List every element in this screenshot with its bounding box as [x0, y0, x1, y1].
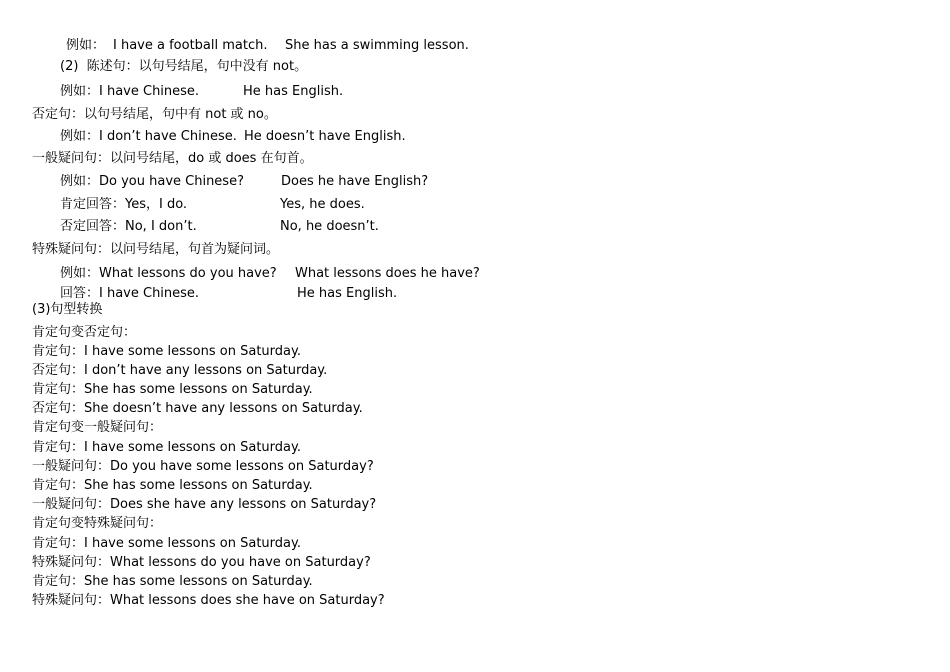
text-segment: Yes, he does.	[280, 197, 365, 212]
text-segment: No, he doesn’t.	[280, 219, 379, 234]
text-segment: (2) 陈述句：以句号结尾，句中没有 not。	[60, 59, 308, 74]
text-segment: 肯定句：I have some lessons on Saturday.	[32, 344, 301, 359]
text-segment: What lessons does he have?	[295, 266, 480, 281]
text-segment: 肯定句变否定句：	[32, 325, 137, 340]
text-segment: 回答：I have Chinese.	[60, 286, 200, 301]
text-segment: 一般疑问句：Do you have some lessons on Saturday?	[32, 459, 374, 474]
text-segment: 特殊疑问句：What lessons does she have on Saturday?	[32, 593, 385, 608]
text-segment: 例如：I have Chinese.	[60, 84, 200, 99]
text-segment: 肯定句：She has some lessons on Saturday.	[32, 382, 313, 397]
text-segment: (3)句型转换	[32, 302, 103, 317]
text-segment: Does he have English?	[281, 174, 429, 189]
text-segment: 特殊疑问句：What lessons do you have on Saturday?	[32, 555, 371, 570]
text-segment: 特殊疑问句：以问号结尾，句首为疑问词。	[32, 242, 280, 257]
text-segment: 肯定句变特殊疑问句：	[32, 516, 163, 531]
text-segment: 否定句：She doesn’t have any lessons on Saturday.	[32, 401, 363, 416]
text-segment: 一般疑问句：以问号结尾，do 或 does 在句首。	[32, 151, 313, 166]
text-segment: 肯定句：She has some lessons on Saturday.	[32, 574, 313, 589]
text-segment: 肯定句：I have some lessons on Saturday.	[32, 536, 301, 551]
text-segment: 一般疑问句：Does she have any lessons on Saturday?	[32, 497, 377, 512]
text-segment: 否定句：I don’t have any lessons on Saturday.	[32, 363, 328, 378]
text-segment: He doesn’t have English.	[244, 129, 406, 144]
text-segment: 肯定句变一般疑问句：	[32, 420, 163, 435]
text-segment: 例如：What lessons do you have?	[60, 266, 277, 281]
text-segment: She has a swimming lesson.	[285, 38, 469, 53]
text-segment: 否定回答：No, I don’t.	[60, 219, 197, 234]
text-segment: 肯定句：She has some lessons on Saturday.	[32, 478, 313, 493]
text-segment: He has English.	[243, 84, 344, 99]
text-segment: I have a football match.	[113, 38, 268, 53]
text-segment: 否定句：以句号结尾，句中有 not 或 no。	[32, 107, 277, 122]
text-segment: 例如：I don’t have Chinese.	[60, 129, 237, 144]
text-segment: 肯定回答：Yes，I do.	[60, 197, 188, 212]
text-segment: He has English.	[297, 286, 398, 301]
text-segment: 肯定句：I have some lessons on Saturday.	[32, 440, 301, 455]
text-segment: 例如：Do you have Chinese?	[60, 174, 244, 189]
text-segment: 例如：	[66, 38, 106, 53]
text-line	[32, 593, 385, 641]
